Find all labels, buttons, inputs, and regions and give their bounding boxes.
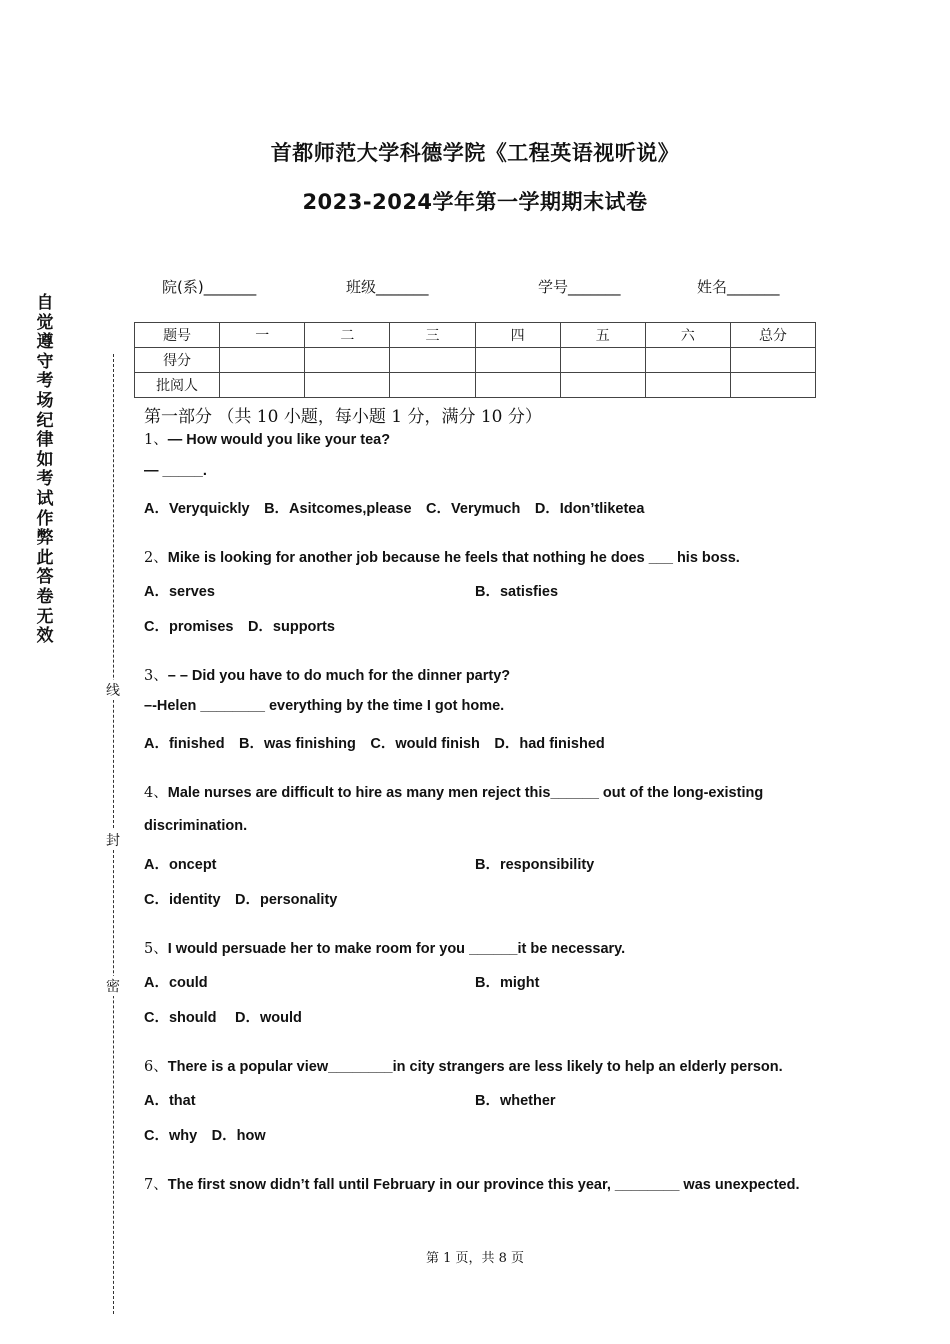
name-field: 姓名_______ bbox=[697, 278, 780, 296]
class-field: 班级_______ bbox=[346, 278, 429, 296]
question-4 bbox=[144, 781, 763, 802]
row-label-score: 得分 bbox=[135, 348, 220, 373]
question-text: Male nurses are difficult to hire as many men reject this______ out of the long-existing bbox=[167, 785, 764, 801]
score-table bbox=[134, 322, 816, 398]
question-4-option-b: B．responsibility bbox=[475, 857, 595, 873]
reviewer-cell[interactable] bbox=[220, 373, 305, 398]
question-number: 6、 bbox=[144, 1059, 168, 1075]
question-text: The first snow didn’t fall until February in our province this year, ________ was unexpected. bbox=[167, 1177, 800, 1193]
score-cell[interactable] bbox=[390, 348, 475, 373]
question-3-reply: –-Helen ________ everything by the time I got home. bbox=[144, 698, 505, 714]
question-6-option-b: B．whether bbox=[475, 1093, 556, 1109]
question-1-options: A．Veryquickly B．Asitcomes,please C．Verymuch D．Idon’tliketea bbox=[144, 501, 645, 517]
score-cell[interactable] bbox=[220, 348, 305, 373]
question-text: Mike is looking for another job because he feels that nothing he does ___ his boss. bbox=[167, 550, 740, 566]
student-id-field: 学号_______ bbox=[538, 278, 621, 296]
score-cell[interactable] bbox=[730, 348, 815, 373]
header-cell: 总分 bbox=[730, 323, 815, 348]
score-cell[interactable] bbox=[305, 348, 390, 373]
question-2 bbox=[144, 546, 740, 567]
question-5-option-cd: C．should D．would bbox=[144, 1010, 302, 1026]
question-4-option-a: A．oncept bbox=[144, 857, 217, 873]
question-2-option-b: B．satisfies bbox=[475, 584, 559, 600]
question-1 bbox=[144, 428, 390, 449]
reviewer-cell[interactable] bbox=[730, 373, 815, 398]
question-4-option-cd: C．identity D．personality bbox=[144, 892, 338, 908]
question-number: 3、 bbox=[144, 668, 168, 684]
question-text: I would persuade her to make room for you ______it be necessary. bbox=[167, 941, 626, 957]
header-cell: 三 bbox=[390, 323, 475, 348]
question-2-option-cd: C．promises D．supports bbox=[144, 619, 335, 635]
score-cell[interactable] bbox=[475, 348, 560, 373]
question-number: 4、 bbox=[144, 785, 168, 801]
reviewer-cell[interactable] bbox=[390, 373, 475, 398]
question-5-option-b: B．might bbox=[475, 975, 540, 991]
question-5 bbox=[144, 937, 625, 958]
question-1-reply: — _____. bbox=[144, 463, 207, 479]
question-5-option-a: A．could bbox=[144, 975, 208, 991]
exam-title-line2: 2023-2024学年第一学期期末试卷 bbox=[302, 190, 648, 214]
reviewer-row bbox=[135, 373, 816, 398]
score-table-header-row bbox=[135, 323, 816, 348]
reviewer-cell[interactable] bbox=[475, 373, 560, 398]
question-6-option-cd: C．why D．how bbox=[144, 1128, 266, 1144]
question-3 bbox=[144, 664, 510, 685]
score-cell[interactable] bbox=[645, 348, 730, 373]
question-2-option-a: A．serves bbox=[144, 584, 215, 600]
question-4-text-cont: discrimination. bbox=[144, 818, 248, 834]
vertical-notice: 自觉遵守考场纪律如考试作弊此答卷无效 bbox=[36, 293, 54, 647]
seal-char-seal: 封 bbox=[106, 830, 120, 850]
header-cell: 五 bbox=[560, 323, 645, 348]
question-number: 1、 bbox=[144, 432, 168, 448]
question-text: – – Did you have to do much for the dinner party? bbox=[167, 668, 511, 684]
question-3-options: A．finished B．was finishing C．would finish D．had finished bbox=[144, 736, 605, 752]
question-number: 2、 bbox=[144, 550, 168, 566]
reviewer-cell[interactable] bbox=[560, 373, 645, 398]
row-label-reviewer: 批阅人 bbox=[135, 373, 220, 398]
question-number: 5、 bbox=[144, 941, 168, 957]
reviewer-cell[interactable] bbox=[645, 373, 730, 398]
question-text: There is a popular view________in city strangers are less likely to help an elderly person. bbox=[167, 1059, 783, 1075]
seal-char-secret: 密 bbox=[106, 976, 120, 996]
header-cell: 题号 bbox=[135, 323, 220, 348]
page-footer: 第 1 页，共 8 页 bbox=[425, 1251, 525, 1266]
question-7 bbox=[144, 1173, 799, 1194]
header-cell: 六 bbox=[645, 323, 730, 348]
question-6 bbox=[144, 1055, 783, 1076]
score-row bbox=[135, 348, 816, 373]
question-6-option-a: A．that bbox=[144, 1093, 196, 1109]
exam-title-line1: 首都师范大学科德学院《工程英语视听说》 bbox=[270, 141, 680, 165]
section-title: 第一部分 （共 10 小题，每小题 1 分，满分 10 分） bbox=[144, 407, 542, 427]
question-text: — How would you like your tea? bbox=[167, 432, 391, 448]
score-cell[interactable] bbox=[560, 348, 645, 373]
seal-char-line: 线 bbox=[106, 680, 120, 700]
question-number: 7、 bbox=[144, 1177, 168, 1193]
header-cell: 四 bbox=[475, 323, 560, 348]
header-cell: 一 bbox=[220, 323, 305, 348]
reviewer-cell[interactable] bbox=[305, 373, 390, 398]
department-field: 院(系)_______ bbox=[162, 278, 257, 296]
header-cell: 二 bbox=[305, 323, 390, 348]
